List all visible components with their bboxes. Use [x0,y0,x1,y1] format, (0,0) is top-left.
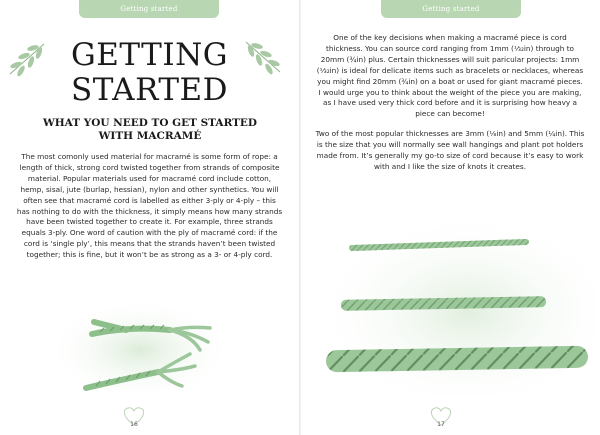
header-tab-left [79,0,219,18]
page-number-left: 16 [119,405,149,427]
section-subtitle: WHAT YOU NEED TO GET STARTED WITH MACRAMÉ [42,117,258,142]
page-number-right: 17 [426,405,456,427]
paragraph: Two of the most popular thicknesses are 3mm (⅛in) and 5mm (¼in). This is the size that you will normally see wall hangings and plant pot holders made from. It’s generally my go-to size of cord because it’s easy to work with and I like the size of knots it creates. [315,129,585,171]
body-text [315,33,585,182]
body-text: The most comonly used material for macramé is some form of rope: a length of thick, strong cord twisted together from strands of composite material. Popular materials used for macramé cord include cotton, hemp, sisal, jute (burlap, hessian), nylon and other synthetics. You will often see that macramé cord is labelled as either 3-ply or 4-ply – this has nothing to do with the thickness, it simply means how many strands have been twisted together to create it. For example, three strands equals 3-ply. One word of caution with the ply of macramé cord: if the cord is ‘single ply’, this means that the strands haven’t been twisted together; this is fine, but it won’t be as strong as a 3- or 4-ply cord. [16,152,283,260]
header-tab-right [381,0,521,18]
title-line-1: GETTING [71,37,228,73]
page-title [0,38,299,108]
title-line-2: STARTED [70,72,229,108]
paragraph: One of the key decisions when making a macramé piece is cord thickness. You can source cord ranging from 1mm (¹⁄₃₂in) through to 20mm (¾in) plus. Certain thicknesses will suit paricular projects: 1mm (¹⁄₃₂in) is ideal for delicate items such as bracelets or necklaces, whereas you might find 20mm (¾in) on a boat or used for giant macramé pieces. I would urge you to think about the weight of the piece you are making, as I have used very thick cord before and it is surprising how heavy a piece can become! [316,33,584,119]
right-page [301,0,600,435]
left-page [0,0,299,435]
header-tab-label: Getting started [120,5,178,13]
rope-thickness-illustration [311,210,596,395]
header-tab-label: Getting started [422,5,480,13]
rope-strands-illustration [40,292,250,404]
